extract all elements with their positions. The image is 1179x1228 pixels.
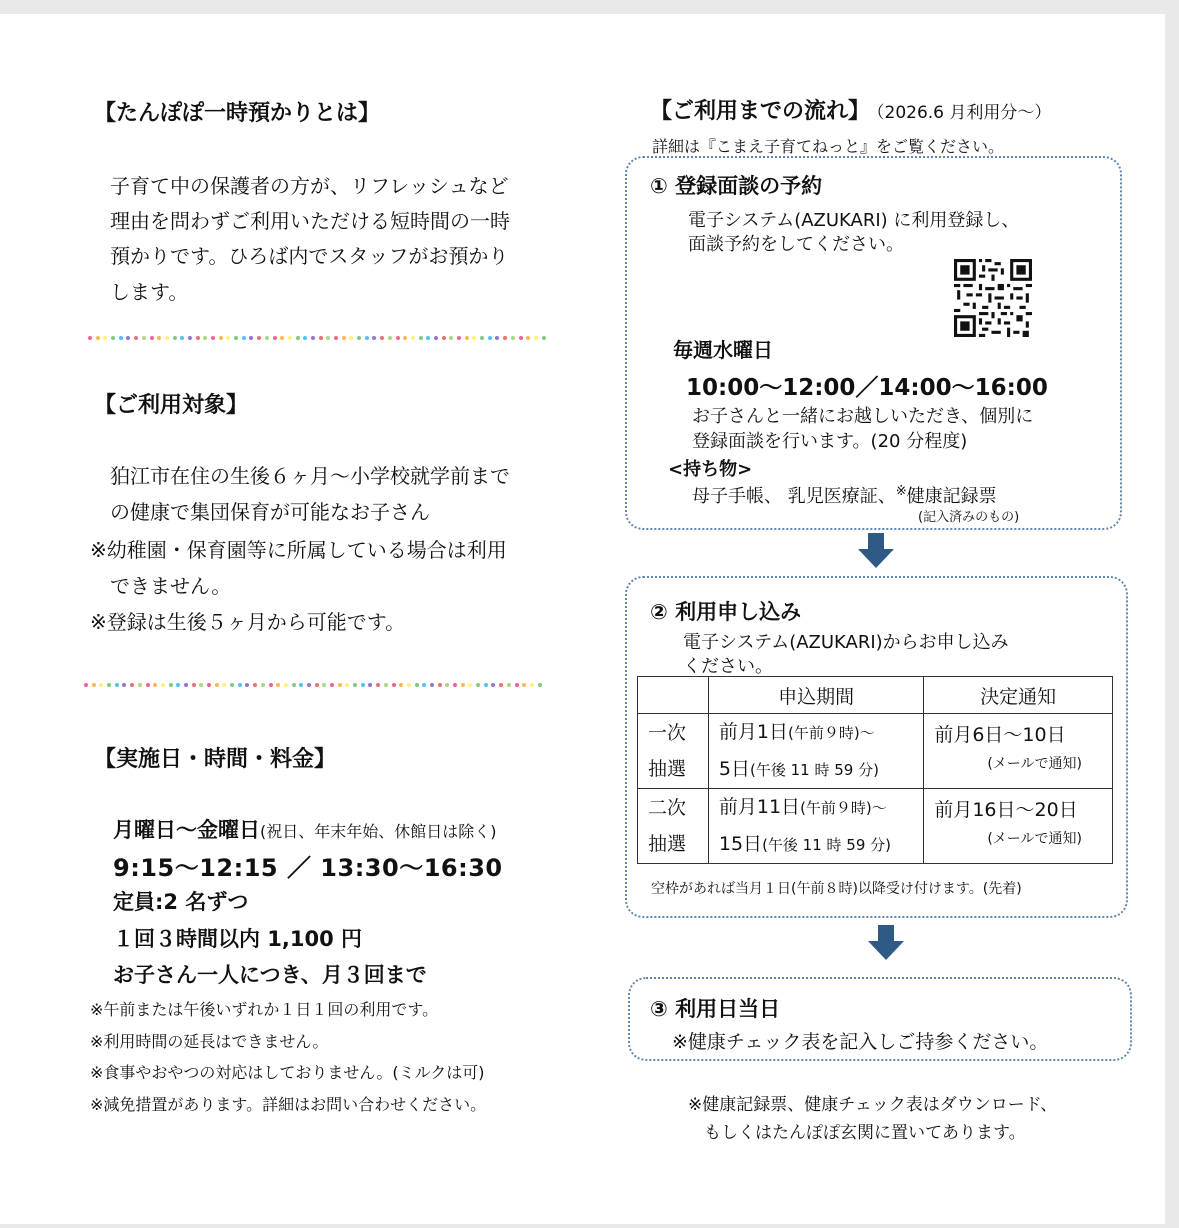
divider-dot bbox=[245, 683, 249, 687]
divider-dot bbox=[484, 683, 488, 687]
target-note: できません。 bbox=[110, 574, 232, 598]
divider-dot bbox=[269, 683, 273, 687]
step1-bring-mark: ※ bbox=[895, 484, 907, 499]
divider-dot bbox=[326, 336, 330, 340]
divider-dot bbox=[284, 683, 288, 687]
target-heading: 【ご利用対象】 bbox=[94, 393, 249, 418]
about-heading: 【たんぽぽ一時預かりとは】 bbox=[94, 101, 381, 126]
divider-dot bbox=[430, 683, 434, 687]
divider-dot bbox=[442, 336, 446, 340]
divider-dot bbox=[184, 683, 188, 687]
divider-dot bbox=[357, 336, 361, 340]
divider-dot bbox=[176, 683, 180, 687]
divider-dot bbox=[161, 683, 165, 687]
divider-dot bbox=[122, 683, 126, 687]
divider-dot bbox=[392, 683, 396, 687]
divider-dot bbox=[249, 336, 253, 340]
divider-dot bbox=[538, 683, 542, 687]
divider-dot bbox=[169, 683, 173, 687]
schedule-times: 9:15～12:15 ／ 13:30～16:30 bbox=[113, 854, 503, 882]
table-row bbox=[638, 789, 1113, 864]
step1-day: 毎週水曜日 bbox=[673, 338, 773, 362]
application-table bbox=[637, 676, 1113, 864]
divider-dot bbox=[276, 683, 280, 687]
divider-dot bbox=[476, 683, 480, 687]
divider-dot bbox=[265, 336, 269, 340]
divider-dot bbox=[365, 336, 369, 340]
divider-dot bbox=[338, 683, 342, 687]
divider-dot bbox=[530, 683, 534, 687]
divider-dot bbox=[230, 683, 234, 687]
step2-desc: 電子システム(AZUKARI)からお申し込み bbox=[683, 632, 1009, 653]
notice-date: 前月16日～20日 bbox=[934, 799, 1078, 821]
divider-dot bbox=[138, 683, 142, 687]
divider-dot bbox=[150, 336, 154, 340]
divider-dot bbox=[199, 683, 203, 687]
divider-dot bbox=[368, 683, 372, 687]
divider-dot bbox=[280, 336, 284, 340]
footer-note: ※健康記録票、健康チェック表はダウンロード、 bbox=[688, 1095, 1058, 1115]
divider-dot bbox=[488, 336, 492, 340]
divider-dot bbox=[292, 683, 296, 687]
period-start: 前月1日 bbox=[718, 721, 788, 743]
divider-dot bbox=[88, 336, 92, 340]
divider-dot bbox=[84, 683, 88, 687]
divider-dot bbox=[126, 336, 130, 340]
step1-note: 登録面談を行います。(20 分程度) bbox=[692, 431, 968, 452]
table-row-period bbox=[708, 714, 923, 789]
period-end-note: (午後 11 時 59 分) bbox=[762, 836, 892, 854]
divider-dot bbox=[376, 683, 380, 687]
schedule-days: 月曜日～金曜日 bbox=[113, 818, 260, 842]
divider-dot bbox=[215, 683, 219, 687]
about-line: 預かりです。ひろば内でスタッフがお預かり bbox=[110, 244, 509, 268]
qr-code-icon bbox=[954, 259, 1032, 337]
divider-dot bbox=[507, 683, 511, 687]
round-label: 二次 bbox=[648, 797, 687, 819]
target-line: 狛江市在住の生後６ヶ月～小学校就学前まで bbox=[110, 464, 510, 488]
table-header-cell bbox=[638, 677, 709, 714]
schedule-note: ※利用時間の延長はできません。 bbox=[90, 1032, 329, 1051]
schedule-fee: １回３時間以内 1,100 円 bbox=[113, 927, 363, 951]
table-row-period bbox=[708, 789, 923, 864]
table-header-cell: 決定通知 bbox=[924, 677, 1113, 714]
divider-dot bbox=[434, 336, 438, 340]
flow-heading: 【ご利用までの流れ】 bbox=[650, 99, 871, 124]
divider-dot bbox=[257, 336, 261, 340]
step3-title: ③ 利用日当日 bbox=[650, 997, 781, 1021]
target-line: の健康で集団保育が可能なお子さん bbox=[110, 500, 430, 524]
notice-note: (メールで通知) bbox=[987, 831, 1082, 847]
divider-dot bbox=[319, 336, 323, 340]
divider-dot bbox=[330, 683, 334, 687]
divider-dot bbox=[99, 683, 103, 687]
down-arrow-icon bbox=[856, 532, 896, 570]
divider-dot bbox=[419, 336, 423, 340]
divider-dot bbox=[242, 336, 246, 340]
target-note: ※登録は生後５ヶ月から可能です。 bbox=[90, 610, 406, 634]
divider-dot bbox=[92, 683, 96, 687]
step1-title: ① 登録面談の予約 bbox=[650, 174, 823, 198]
flow-period: （2026.6 月利用分～） bbox=[876, 103, 1052, 123]
divider-dot bbox=[219, 336, 223, 340]
target-note: ※幼稚園・保育園等に所属している場合は利用 bbox=[90, 538, 507, 562]
divider-dot bbox=[422, 683, 426, 687]
divider-dot bbox=[468, 683, 472, 687]
down-arrow-icon bbox=[866, 924, 906, 962]
period-start: 前月11日 bbox=[718, 796, 801, 818]
divider-dot bbox=[157, 336, 161, 340]
divider-dot bbox=[334, 336, 338, 340]
divider-dot bbox=[134, 336, 138, 340]
divider-dot bbox=[288, 336, 292, 340]
step2-title: ② 利用申し込み bbox=[650, 600, 802, 624]
divider-dot bbox=[315, 683, 319, 687]
table-row bbox=[638, 714, 1113, 789]
step1-bring-last: 健康記録票 bbox=[906, 486, 997, 507]
divider-dot bbox=[411, 336, 415, 340]
step1-bring-row bbox=[692, 482, 997, 508]
step1-desc: 面談予約をしてください。 bbox=[688, 234, 904, 255]
divider-dot bbox=[472, 336, 476, 340]
divider-dot bbox=[407, 683, 411, 687]
divider-dot bbox=[119, 336, 123, 340]
round-label: 抽選 bbox=[648, 833, 687, 855]
divider-dot bbox=[361, 683, 365, 687]
step1-bring-heading: <持ち物> bbox=[668, 459, 753, 480]
divider-dot bbox=[153, 683, 157, 687]
divider-dot bbox=[307, 683, 311, 687]
divider-dot bbox=[253, 683, 257, 687]
divider-dot bbox=[522, 683, 526, 687]
divider-dot bbox=[111, 336, 115, 340]
divider-dot bbox=[438, 683, 442, 687]
divider-dot bbox=[234, 336, 238, 340]
divider-dot bbox=[196, 336, 200, 340]
divider-dot bbox=[273, 336, 277, 340]
divider-dot bbox=[511, 336, 515, 340]
divider-dot bbox=[453, 683, 457, 687]
divider-dot bbox=[396, 336, 400, 340]
period-end-note: (午後 11 時 59 分) bbox=[749, 761, 879, 779]
divider-dot bbox=[353, 683, 357, 687]
divider-dot bbox=[130, 683, 134, 687]
divider-dot bbox=[403, 336, 407, 340]
schedule-heading: 【実施日・時間・料金】 bbox=[94, 747, 337, 772]
schedule-limit: お子さん一人につき、月３回まで bbox=[113, 963, 427, 987]
divider-dot bbox=[461, 683, 465, 687]
about-line: 子育て中の保護者の方が、リフレッシュなど bbox=[110, 174, 509, 198]
divider-dot bbox=[426, 336, 430, 340]
divider-dot bbox=[188, 336, 192, 340]
schedule-capacity: 定員:2 名ずつ bbox=[113, 890, 249, 914]
flow-subtext: 詳細は『こまえ子育てねっと』をご覧ください。 bbox=[652, 137, 1005, 156]
table-row-notice bbox=[924, 789, 1113, 864]
step2-desc: ください。 bbox=[683, 656, 773, 677]
divider-dot bbox=[207, 683, 211, 687]
divider-dot bbox=[515, 683, 519, 687]
divider-dot bbox=[180, 336, 184, 340]
step1-times: 10:00～12:00／14:00～16:00 bbox=[686, 375, 1048, 401]
divider-dot bbox=[165, 336, 169, 340]
period-start-note: (午前９時)～ bbox=[787, 724, 875, 742]
divider-dot bbox=[465, 336, 469, 340]
dotted-divider bbox=[84, 683, 545, 687]
round-label: 抽選 bbox=[648, 758, 687, 780]
about-line: します。 bbox=[110, 280, 189, 304]
schedule-days-row bbox=[113, 814, 497, 844]
divider-dot bbox=[457, 336, 461, 340]
divider-dot bbox=[399, 683, 403, 687]
divider-dot bbox=[222, 683, 226, 687]
divider-dot bbox=[303, 336, 307, 340]
schedule-days-note: (祝日、年末年始、休館日は除く) bbox=[260, 822, 497, 841]
divider-dot bbox=[226, 336, 230, 340]
divider-dot bbox=[445, 683, 449, 687]
divider-dot bbox=[519, 336, 523, 340]
schedule-note: ※食事やおやつの対応はしておりません。(ミルクは可) bbox=[90, 1063, 485, 1082]
divider-dot bbox=[173, 336, 177, 340]
divider-dot bbox=[311, 336, 315, 340]
table-row-label bbox=[638, 714, 709, 789]
divider-dot bbox=[495, 336, 499, 340]
table-row-notice bbox=[924, 714, 1113, 789]
period-end: 15日 bbox=[718, 833, 763, 855]
period-end: 5日 bbox=[718, 758, 750, 780]
divider-dot bbox=[115, 683, 119, 687]
divider-dot bbox=[526, 336, 530, 340]
round-label: 一次 bbox=[648, 722, 687, 744]
divider-dot bbox=[349, 336, 353, 340]
divider-dot bbox=[322, 683, 326, 687]
table-header-row bbox=[638, 677, 1113, 714]
divider-dot bbox=[372, 336, 376, 340]
notice-note: (メールで通知) bbox=[987, 756, 1082, 772]
divider-dot bbox=[192, 683, 196, 687]
divider-dot bbox=[296, 336, 300, 340]
divider-dot bbox=[449, 336, 453, 340]
divider-dot bbox=[107, 683, 111, 687]
step1-bring-note: (記入済みのもの) bbox=[918, 510, 1020, 525]
divider-dot bbox=[103, 336, 107, 340]
table-header-cell: 申込期間 bbox=[708, 677, 923, 714]
divider-dot bbox=[342, 336, 346, 340]
notice-date: 前月6日～10日 bbox=[934, 724, 1066, 746]
flow-heading-row bbox=[650, 94, 1051, 125]
flyer-page bbox=[0, 14, 1165, 1224]
divider-dot bbox=[542, 336, 546, 340]
divider-dot bbox=[96, 336, 100, 340]
step3-desc: ※健康チェック表を記入しご持参ください。 bbox=[672, 1031, 1049, 1053]
divider-dot bbox=[480, 336, 484, 340]
divider-dot bbox=[238, 683, 242, 687]
divider-dot bbox=[503, 336, 507, 340]
divider-dot bbox=[203, 336, 207, 340]
divider-dot bbox=[491, 683, 495, 687]
step2-vacancy-note: 空枠があれば当月１日(午前８時)以降受け付けます。(先着) bbox=[651, 881, 1022, 897]
divider-dot bbox=[388, 336, 392, 340]
schedule-note: ※午前または午後いずれか１日１回の利用です。 bbox=[90, 1000, 439, 1019]
divider-dot bbox=[261, 683, 265, 687]
divider-dot bbox=[534, 336, 538, 340]
divider-dot bbox=[211, 336, 215, 340]
divider-dot bbox=[146, 683, 150, 687]
divider-dot bbox=[415, 683, 419, 687]
dotted-divider bbox=[88, 336, 549, 340]
divider-dot bbox=[142, 336, 146, 340]
divider-dot bbox=[299, 683, 303, 687]
period-start-note: (午前９時)～ bbox=[800, 799, 887, 817]
table-row-label bbox=[638, 789, 709, 864]
step1-desc: 電子システム(AZUKARI) に利用登録し、 bbox=[688, 210, 1020, 231]
divider-dot bbox=[384, 683, 388, 687]
divider-dot bbox=[380, 336, 384, 340]
step1-bring-items: 母子手帳、 乳児医療証、 bbox=[692, 486, 896, 507]
divider-dot bbox=[345, 683, 349, 687]
step1-note: お子さんと一緒にお越しいただき、個別に bbox=[692, 406, 1034, 427]
about-line: 理由を問わずご利用いただける短時間の一時 bbox=[110, 209, 510, 233]
divider-dot bbox=[499, 683, 503, 687]
footer-note: もしくはたんぽぽ玄関に置いてあります。 bbox=[704, 1123, 1026, 1143]
schedule-note: ※減免措置があります。詳細はお問い合わせください。 bbox=[90, 1095, 487, 1114]
